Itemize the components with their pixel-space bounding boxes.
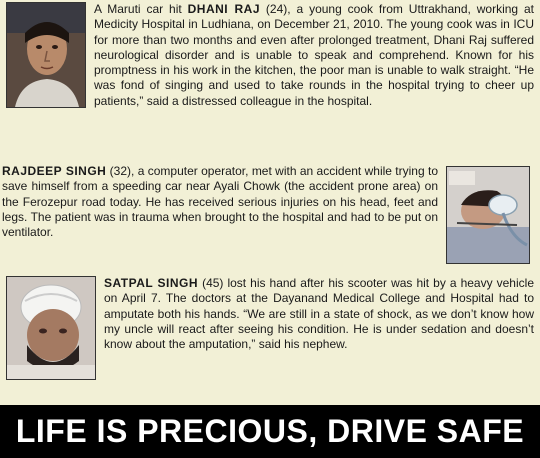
person-name: RAJDEEP SINGH	[2, 164, 107, 178]
person-name: DHANI RAJ	[187, 2, 261, 16]
story-satpal-singh	[6, 276, 534, 382]
safety-banner	[0, 405, 540, 458]
story-dhani-raj	[6, 2, 534, 110]
photo-rajdeep-singh	[446, 166, 530, 264]
hospital-patient-image	[447, 167, 529, 263]
story-lead-text: A Maruti car hit	[94, 2, 188, 16]
portrait-image	[7, 3, 85, 107]
story-body-text: (24), a young cook from Uttrakhand, working at Medicity Hospital in Ludhiana, on December 21, 2010. The young cook was in ICU for more than two months and even after prolonged treatment, Dhani Raj suffered neurological disorder and is unable to speak and comprehend. Known for his promptness in his work in the kitchen, the poor man is unable to walk straight. “He was fond of singing and used to take rounds in the hospital trying to cheer up patients,” said a distressed colleague in the hospital.	[94, 2, 534, 108]
banner-text: LIFE IS PRECIOUS, DRIVE SAFE	[15, 413, 525, 449]
bandaged-patient-image	[7, 277, 95, 379]
story-body-text: (45) lost his hand after his scooter was hit by a heavy vehicle on April 7. The doctors at the Dayanand Medical College and Hospital had to amputate both his hands. “We are still in a state of shock, as we don’t know how my uncle will react after seeing his condition. He is under sedation and doesn’t know about the amputation,” said his nephew.	[104, 276, 534, 352]
story-rajdeep-singh	[2, 164, 530, 266]
photo-satpal-singh	[6, 276, 96, 380]
person-name: SATPAL SINGH	[104, 276, 199, 290]
story-body-text: (32), a computer operator, met with an accident while trying to save himself from a speeding car near Ayali Chowk (the accident prone area) on the Ferozepur road today. He has received serious injuries on his head, feet and legs. The patient was in trauma when brought to the hospital and had to be put on ventilator.	[2, 164, 438, 240]
photo-dhani-raj	[6, 2, 86, 108]
